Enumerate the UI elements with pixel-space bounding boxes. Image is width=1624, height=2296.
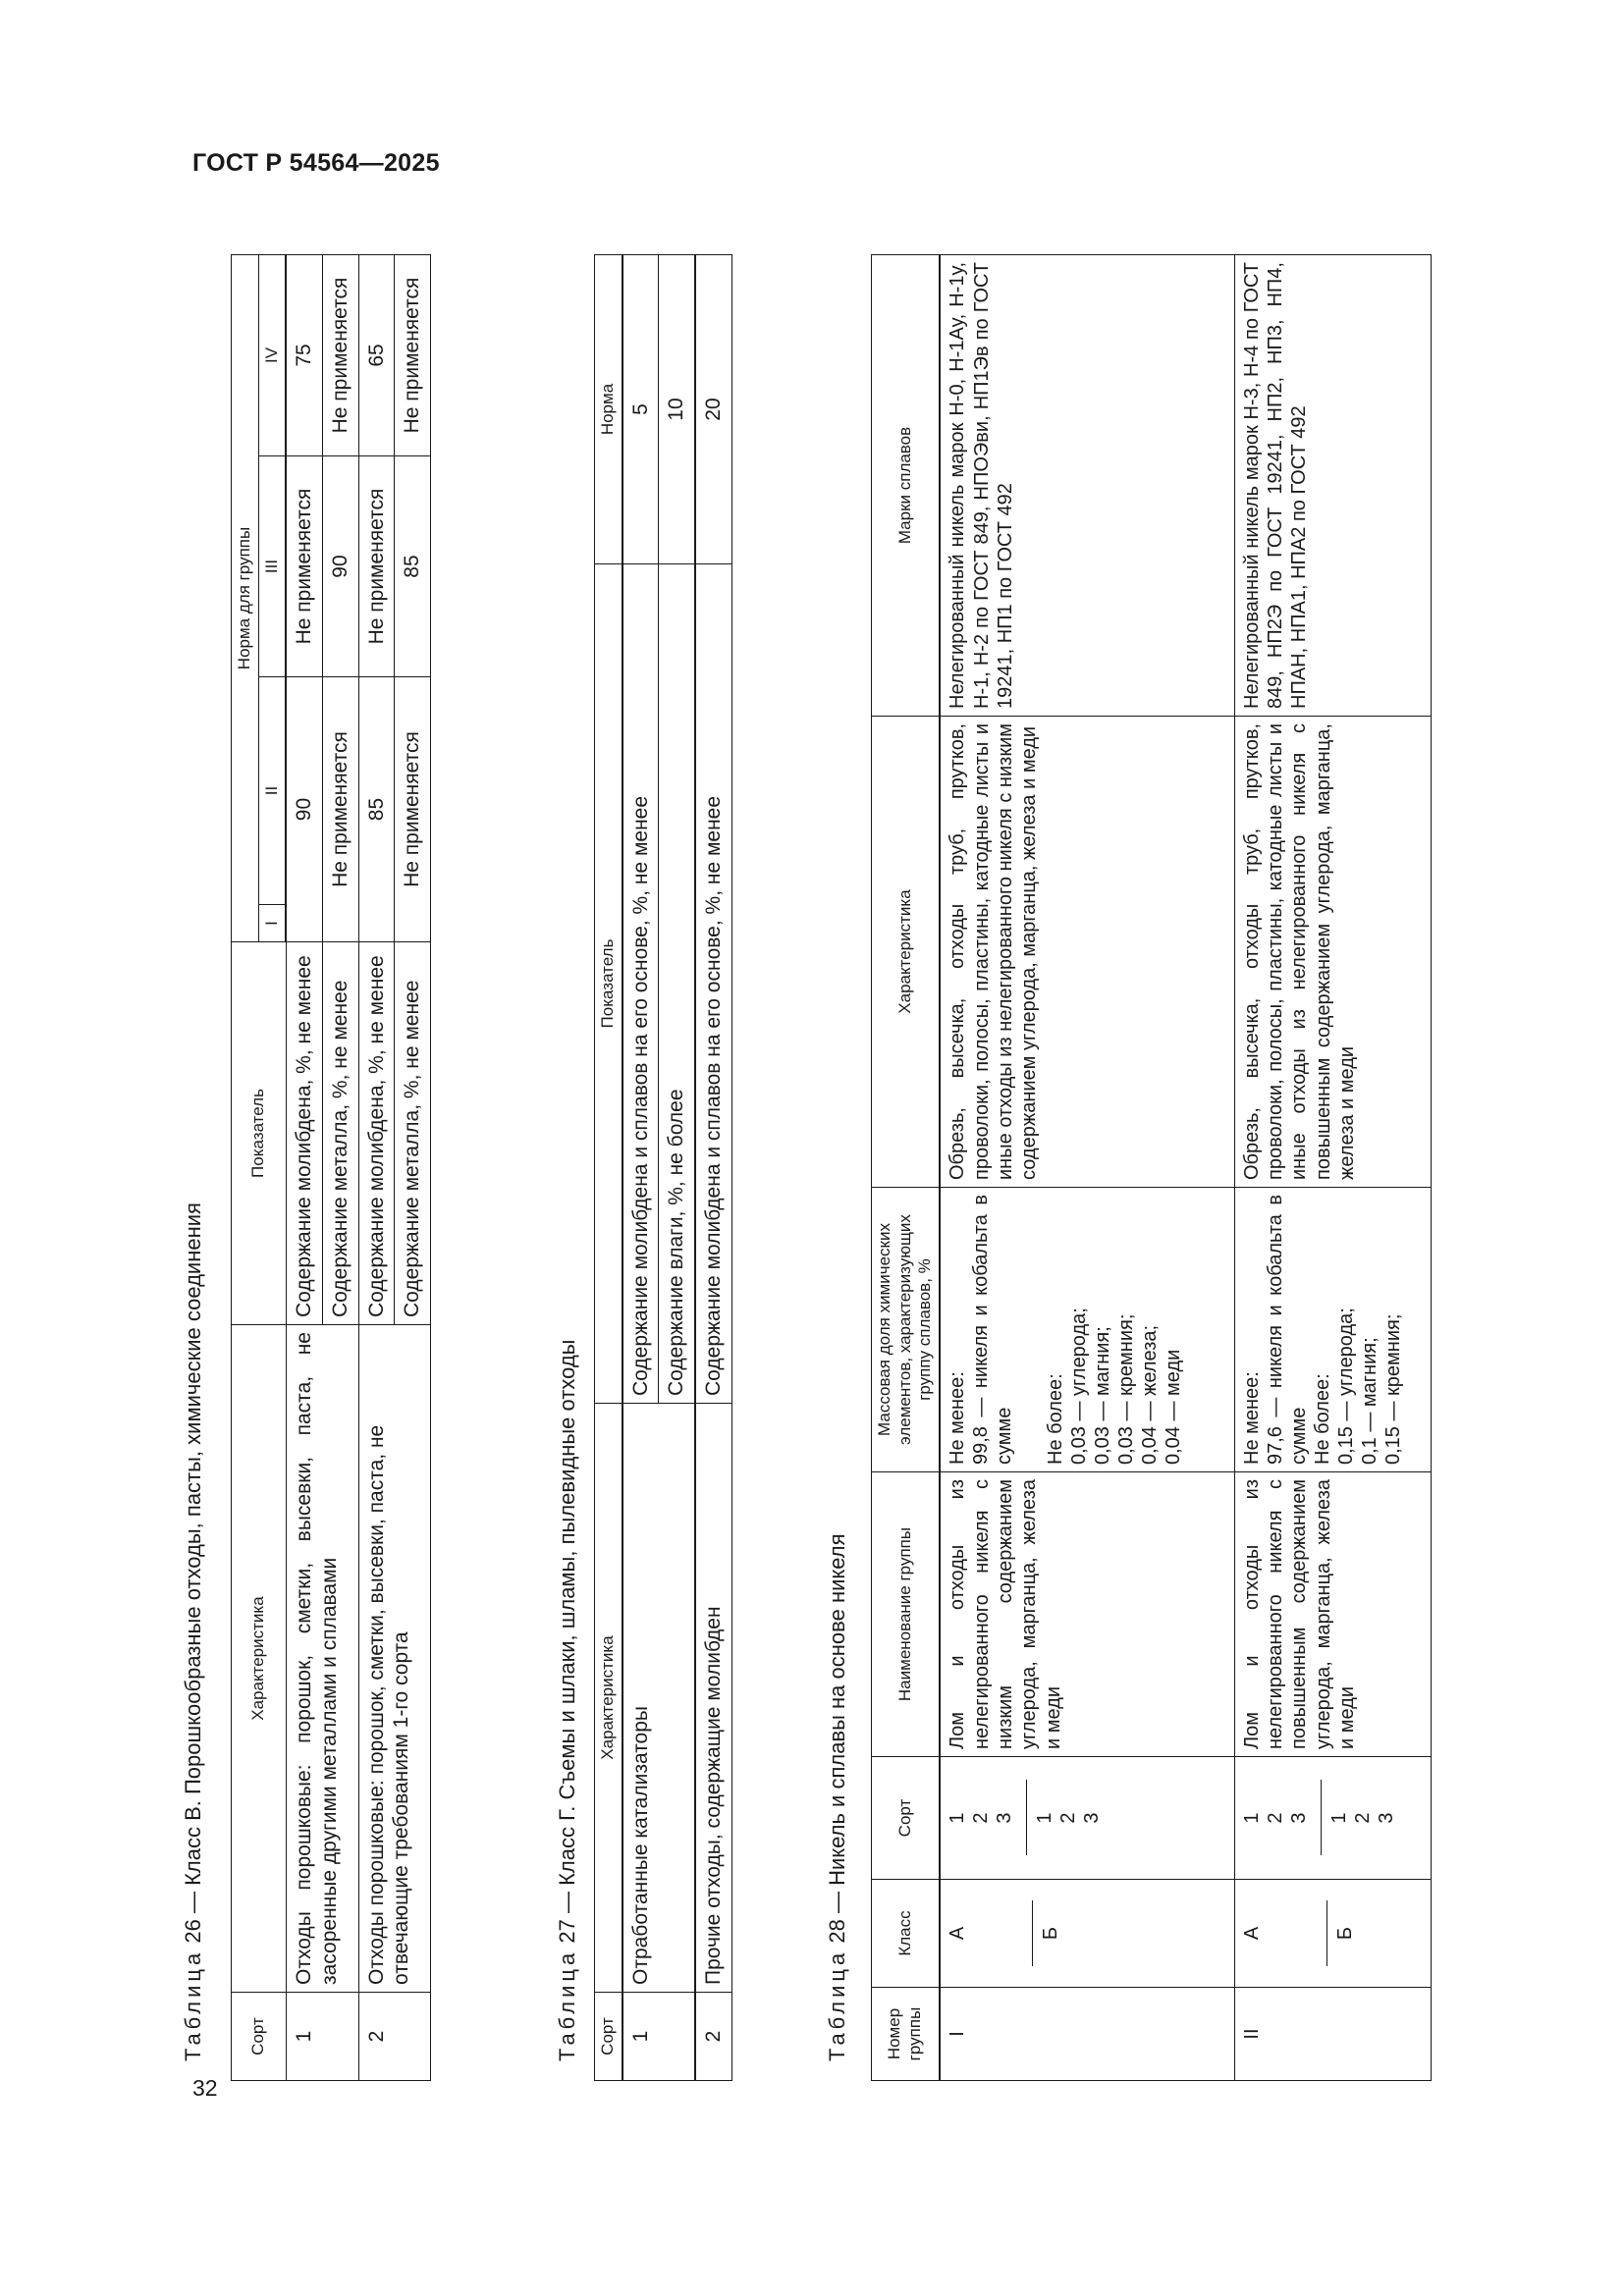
t26-header-g1: I [258,905,286,942]
table26-caption-text: 26 — Класс В. Порошкообразные отходы, пасты, химические соединения [181,1202,205,1949]
t27-header-characteristic: Характеристика [595,1404,623,1993]
t28-r1-mass-max-5: 0,04 — меди [1163,1349,1185,1465]
t28-r1-sort-b3: 3 [1081,1812,1104,1824]
t26-header-characteristic: Характеристика [232,1325,287,1993]
t27-header-norm: Норма [595,255,623,564]
t28-r1-sort [940,1757,1234,1880]
t27-r2-sort: 2 [695,1993,731,2081]
table-row [1234,255,1431,2081]
t28-r2-mass-min: 97,6 — никеля и кобальта в сумме [1264,1195,1310,1465]
t28-r2-mass [1234,1188,1431,1472]
t28-header-group-name: Наименование группы [872,1472,941,1757]
t26-r2b-g3: 85 [395,456,431,677]
page-number: 32 [192,2075,218,2101]
t27-r1a-indicator: Содержание молибдена и сплавов на его основе, %, не менее [623,564,659,1404]
t28-r1-characteristic: Обрезь, высечка, отходы труб, прутков, проволоки, полосы, пластины, катодные листы и иные отходы из нелегированного никеля с низким содержанием углерода, марганца, железа и меди [940,717,1234,1188]
t27-header-indicator: Показатель [595,564,623,1404]
t26-header-g2: II [258,677,286,905]
t26-r2b-indicator: Содержание металла, %, не менее [395,942,431,1325]
t26-r2a-g4: 65 [358,254,395,455]
t28-r2-mass-max-3: 0,15 — кремния; [1381,1313,1404,1465]
t28-header-characteristic: Характеристика [872,717,941,1188]
table28 [871,254,1432,2081]
t28-r2-mass-max-label: Не более: [1311,1373,1333,1465]
t26-r1b-g4: Не применяется [323,254,359,455]
table28-caption [825,1533,850,2061]
t26-r2b-g4: Не применяется [395,254,431,455]
t27-header-sort: Сорт [595,1993,623,2081]
table27-caption-text: 27 — Класс Г. Съемы и шлаки, шламы, пылевидные отходы [555,1339,579,1949]
t28-r1-mass-min: 99,8 — никеля и кобальта в сумме [970,1195,1016,1465]
rotated-page-content [177,255,1443,2081]
t26-r2-sort: 2 [358,1993,430,2081]
table-row [940,255,1234,2081]
t26-header-g4: IV [258,254,286,455]
t26-header-indicator: Показатель [232,942,287,1325]
t28-r2-mass-max-1: 0,15 — углерода; [1334,1308,1357,1465]
t26-r2-characteristic: Отходы порошковые: порошок, сметки, высевки, паста, не отвечающие требованиям 1-го сорта [358,1325,430,1993]
t28-r1-grades: Нелегированный никель марок Н-0, Н-1Ау, Н-1у, Н-1, Н-2 по ГОСТ 849, НПОЭви, НП1Эв по ГОСТ 19241, НП1 по ГОСТ 492 [940,255,1234,717]
t26-r2b-g12: Не применяется [395,677,431,942]
table26-caption [181,1202,206,2061]
t28-r2-class-a: А [1240,1926,1263,1941]
t27-r1a-norm: 5 [623,255,659,564]
t28-r1-sort-b2: 2 [1057,1812,1080,1824]
t27-r2-norm: 20 [695,255,731,564]
table26-caption-prefix: Таблица [181,1949,205,2061]
t26-r1a-indicator: Содержание молибдена, %, не менее [286,942,322,1325]
t27-r2-indicator: Содержание молибдена и сплавов на его основе, %, не менее [695,564,731,1404]
t28-r2-class-b: Б [1333,1926,1356,1941]
t28-r1-mass-max-label: Не более: [1045,1373,1067,1465]
t28-r1-mass-max-4: 0,04 — железа; [1139,1324,1162,1465]
t28-r2-sort-a1: 1 [1240,1812,1263,1824]
t27-r1b-norm: 10 [659,255,695,564]
t28-r1-sort-a1: 1 [947,1812,969,1824]
t28-r1-class-a: А [947,1926,969,1941]
t28-r2-mass-min-label: Не менее: [1240,1371,1263,1465]
t28-r1-class-b: Б [1040,1926,1062,1941]
table28-caption-text: 28 — Никель и сплавы на основе никеля [825,1533,849,1949]
t26-r1a-g4: 75 [286,254,322,455]
t26-r1a-g12: 90 [286,677,322,942]
t28-r2-characteristic: Обрезь, высечка, отходы труб, прутков, проволоки, полосы, пластины, катодные листы и иные отходы из нелегированного никеля с повышенным содержанием углерода, марганца, железа и меди [1234,717,1431,1188]
t26-r1b-indicator: Содержание металла, %, не менее [323,942,359,1325]
t26-r2a-g12: 85 [358,677,395,942]
t26-r1a-g3: Не применяется [286,456,322,677]
t27-r2-characteristic: Прочие отходы, содержащие молибден [695,1404,731,1993]
t28-r2-grades: Нелегированный никель марок Н-3, Н-4 по ГОСТ 849, НП2Э по ГОСТ 19241, НП2, НП3, НП4, НПАН, НПА1, НПА2 по ГОСТ 492 [1234,255,1431,717]
t26-header-sort: Сорт [232,1993,287,2081]
t26-r1-sort: 1 [286,1993,358,2081]
t26-header-norm-group: Норма для группы [232,254,259,941]
t28-r2-sort-a2: 2 [1264,1812,1286,1824]
table-row [623,255,659,2081]
t26-r1b-g12: Не применяется [323,677,359,942]
t28-r1-class [940,1880,1234,1988]
t28-header-class: Класс [872,1880,941,1988]
t28-header-mass: Массовая доля химических элементов, характеризующих группу сплавов, % [872,1188,941,1472]
table27 [594,254,732,2081]
t28-r2-sort-b3: 3 [1375,1812,1397,1824]
t28-r1-group-name: Лом и отходы из нелегированного никеля с низким содержанием углерода, марганца, железа и меди [940,1472,1234,1757]
t28-r2-mass-max-2: 0,1 — магния; [1358,1337,1380,1465]
t28-r1-sort-a3: 3 [994,1812,1016,1824]
t28-header-sort: Сорт [872,1757,941,1880]
t26-r1b-g3: 90 [323,456,359,677]
t28-r1-mass-max-1: 0,03 — углерода; [1068,1308,1091,1465]
table-row [286,254,322,2080]
t28-r1-mass-min-label: Не менее: [947,1371,969,1465]
t28-r1-mass [940,1188,1234,1472]
t28-header-group-no: Номер группы [872,1988,941,2081]
t27-r1b-indicator: Содержание влаги, %, не более [659,564,695,1404]
t28-r2-class [1234,1880,1431,1988]
t28-r1-sort-b1: 1 [1034,1812,1056,1824]
t28-r2-sort-b1: 1 [1327,1812,1350,1824]
t27-r1-sort: 1 [623,1993,695,2081]
t28-r1-mass-max-3: 0,03 — кремния; [1115,1313,1138,1465]
table26 [231,254,431,2081]
t28-r1-mass-max-2: 0,03 — магния; [1092,1326,1114,1465]
t28-header-grades: Марки сплавов [872,255,941,717]
t28-r2-sort [1234,1757,1431,1880]
table28-caption-prefix: Таблица [825,1949,849,2061]
t27-r1-characteristic: Отработанные катализаторы [623,1404,695,1993]
t26-r2a-g3: Не применяется [358,456,395,677]
t28-r2-sort-a3: 3 [1287,1812,1310,1824]
t26-r1-characteristic: Отходы порошковые: порошок, сметки, высевки, паста, не засоренные другими металлами и сплавами [286,1325,358,1993]
t28-r2-sort-b2: 2 [1351,1812,1374,1824]
table27-caption [555,1340,580,2062]
t28-r2-group-no: II [1234,1988,1431,2081]
t28-r1-sort-a2: 2 [970,1812,993,1824]
t26-r2a-indicator: Содержание молибдена, %, не менее [358,942,395,1325]
table-row [358,254,395,2080]
document-header: ГОСТ Р 54564—2025 [192,149,440,177]
t26-header-g3: III [258,456,286,677]
t28-r2-group-name: Лом и отходы из нелегированного никеля с повышенным содержанием углерода, марганца, железа и меди [1234,1472,1431,1757]
t28-r1-group-no: I [940,1988,1234,2081]
table-row [695,255,731,2081]
table27-caption-prefix: Таблица [555,1949,579,2061]
